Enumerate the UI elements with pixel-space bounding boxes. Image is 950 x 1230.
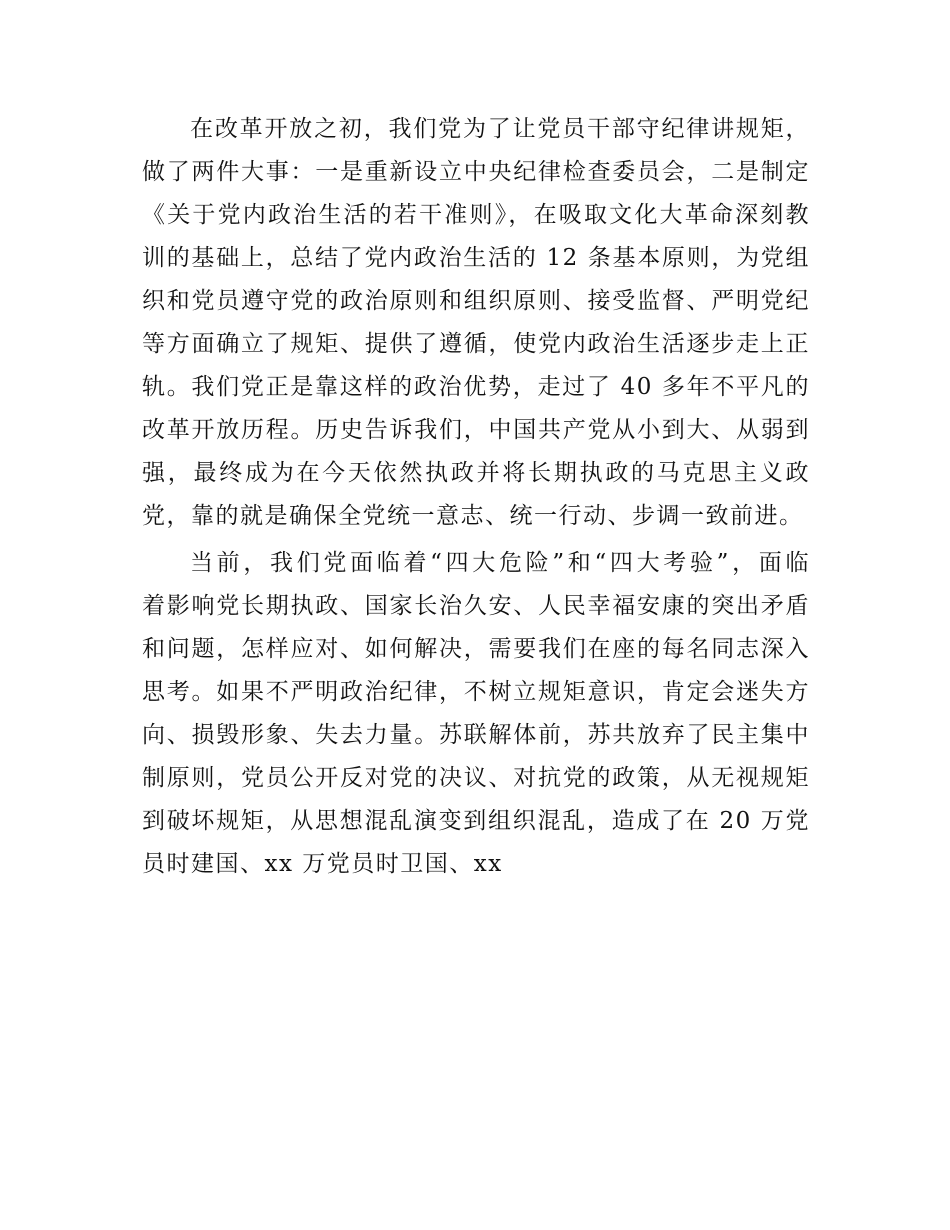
document-body <box>142 108 810 886</box>
paragraph-line: 向、损毁形象、失去力量。苏联解体前，苏共放弃了民主集中 <box>142 722 810 748</box>
paragraph-line: 《关于党内政治生活的若干准则》，在吸取文化大革命深刻教 <box>142 202 810 228</box>
paragraph-line: 思考。如果不严明政治纪律，不树立规矩意识，肯定会迷失方 <box>142 679 810 705</box>
paragraph-line: 织和党员遵守党的政治原则和组织原则、接受监督、严明党纪 <box>142 288 810 314</box>
paragraph-line: 在改革开放之初，我们党为了让党员干部守纪律讲规矩， <box>190 116 810 142</box>
paragraph-line: 训的基础上，总结了党内政治生活的 12 条基本原则，为党组 <box>142 245 810 271</box>
paragraph-line: 改革开放历程。历史告诉我们，中国共产党从小到大、从弱到 <box>142 417 810 443</box>
paragraph-1 <box>142 108 810 538</box>
paragraph-line: 着影响党长期执政、国家长治久安、人民幸福安康的突出矛盾 <box>142 593 810 619</box>
paragraph-line: 制原则，党员公开反对党的决议、对抗党的政策，从无视规矩 <box>142 765 810 791</box>
paragraph-line: 强，最终成为在今天依然执政并将长期执政的马克思主义政 <box>142 460 810 486</box>
paragraph-line: 做了两件大事：一是重新设立中央纪律检查委员会，二是制定 <box>142 159 810 185</box>
paragraph-line: 党，靠的就是确保全党统一意志、统一行动、步调一致前进。 <box>142 503 804 529</box>
paragraph-line: 和问题，怎样应对、如何解决，需要我们在座的每名同志深入 <box>142 636 810 662</box>
paragraph-line: 到破坏规矩，从思想混乱演变到组织混乱，造成了在 20 万党 <box>142 808 810 834</box>
paragraph-line: 员时建国、xx 万党员时卫国、xx <box>142 851 503 877</box>
paragraph-line: 等方面确立了规矩、提供了遵循，使党内政治生活逐步走上正 <box>142 331 810 357</box>
paragraph-line: 当前，我们党面临着“四大危险”和“四大考验”，面临 <box>190 550 810 576</box>
paragraph-2 <box>142 542 810 886</box>
paragraph-line: 轨。我们党正是靠这样的政治优势，走过了 40 多年不平凡的 <box>142 374 810 400</box>
